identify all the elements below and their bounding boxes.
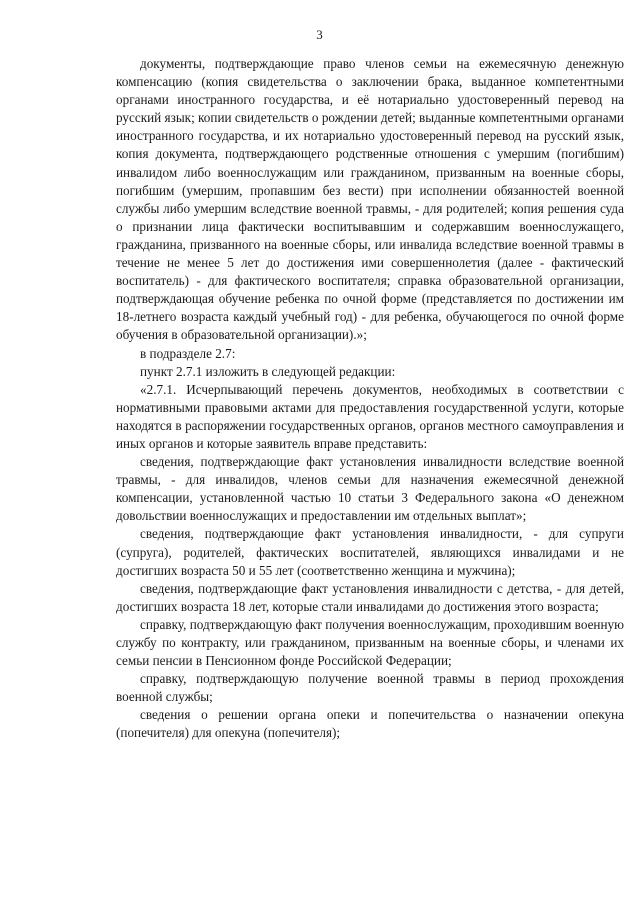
- document-body: [116, 55, 624, 743]
- paragraph-subsection-2-7: в подразделе 2.7:: [140, 345, 236, 361]
- paragraph-item-2-7-1-intro: пункт 2.7.1 изложить в следующей редакции:: [140, 363, 396, 379]
- paragraph-disability-military-trauma: сведения, подтверждающие факт установления инвалидности вследствие военной травмы, - для инвалидов, членов семьи для назначения ежемесячной денежной компенсации, установленной частью 10 статьи 3 Федерального закона «О денежном довольствии военнослужащих и предоставлении им отдельных выплат»;: [116, 454, 624, 524]
- paragraph-item-2-7-1: «2.7.1. Исчерпывающий перечень документов, необходимых в соответствии с нормативными правовыми актами для предоставления государственной услуги, которые находятся в распоряжении государственных органов, органов местного самоуправления и иных органов и которые заявитель вправе представить:: [116, 381, 624, 451]
- paragraph-disability-childhood: сведения, подтверждающие факт установления инвалидности с детства, - для детей, достигших возраста 18 лет, которые стали инвалидами до достижения этого возраста;: [116, 580, 624, 614]
- paragraph-guardianship-decision: сведения о решении органа опеки и попечительства о назначении опекуна (попечителя) для опекуна (попечителя);: [116, 707, 624, 741]
- page-number: 3: [316, 27, 323, 42]
- paragraph-documents-list: документы, подтверждающие право членов семьи на ежемесячную денежную компенсацию (копия свидетельства о заключении брака, выданное компетентными органами иностранного государства, и её нотариально удостоверенный перевод на русский язык; копии свидетельств о рождении детей; выданные компетентными органами иностранного государства, и их нотариально удостоверенный перевод на русский язык, копия документа, подтверждающего родственные отношения с умершим (погибшим) инвалидом либо военнослужащим или гражданином, призванным на военные сборы, погибшим (умершим, пропавшим без вести) при исполнении обязанностей военной службы либо умершим вследствие военной травмы, - для родителей; копия решения суда о признании лица фактически воспитывавшим и содержавшим военнослужащего, гражданина, призванного на военные сборы, или инвалида вследствие военной травмы в течение не менее 5 лет до достижения ими совершеннолетия (далее - фактический воспитатель) - для фактического воспитателя; справка образовательной организации, подтверждающая обучение ребенка по очной форме (представляется по достижении им 18-летнего возраста каждый учебный год) - для ребенка, обучающегося по очной форме обучения в образовательной организации).»;: [116, 56, 624, 343]
- paragraph-pension-certificate: справку, подтверждающую факт получения военнослужащим, проходившим военную службу по контракту, или гражданином, призванным на военные сборы, и членами их семьи пенсии в Пенсионном фонде Российской Федерации;: [116, 616, 624, 669]
- paragraph-disability-spouse-parents: сведения, подтверждающие факт установления инвалидности, - для супруги (супруга), родителей, фактических воспитателей, являющихся инвалидами и не достигших возраста 50 и 55 лет (соответственно женщина и мужчина);: [116, 526, 624, 578]
- paragraph-military-trauma-certificate: справку, подтверждающую получение военной травмы в период прохождения военной службы;: [116, 671, 624, 705]
